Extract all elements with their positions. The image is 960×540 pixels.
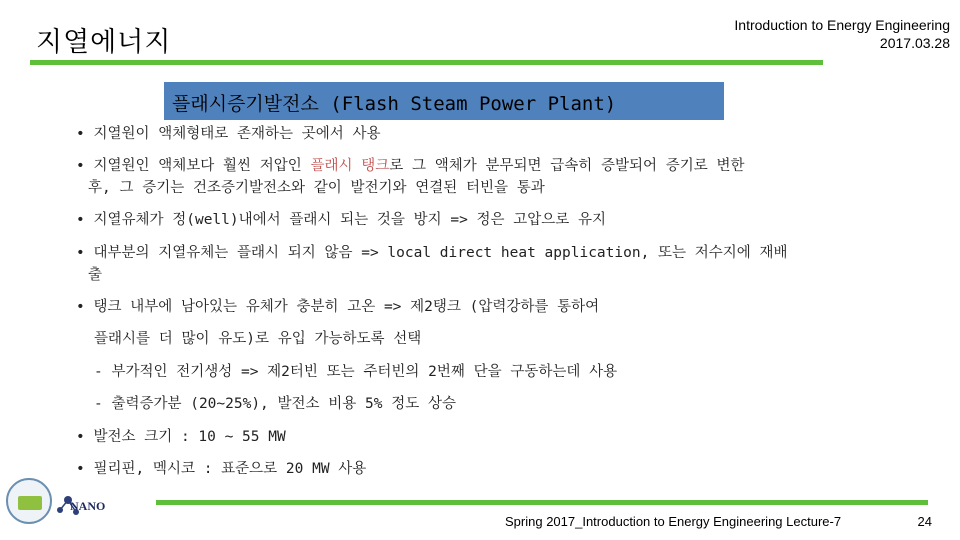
sub-bullet-2: - 출력증가분 (20~25%), 발전소 비용 5% 정도 상승 (94, 396, 456, 412)
bullet-6: • 발전소 크기 : 10 ~ 55 MW (76, 429, 286, 445)
page-number: 24 (917, 514, 932, 529)
bottom-divider (156, 500, 928, 505)
bullet-4: • 대부분의 지열유체는 플래시 되지 않음 => local direct heat application, 또는 저수지에 재배 (76, 245, 788, 261)
bullet-5: • 탱크 내부에 남아있는 유체가 충분히 고온 => 제2탱크 (압력강하를 통하여 (76, 299, 600, 315)
course-name: Introduction to Energy Engineering (734, 17, 950, 33)
bullet-2-highlight: 플래시 탱크 (310, 158, 390, 174)
footer-text: Spring 2017_Introduction to Energy Engineering Lecture-7 (505, 514, 842, 529)
sub-bullet-1: - 부가적인 전기생성 => 제2터빈 또는 주터빈의 2번째 단을 구동하는데 사용 (94, 364, 618, 380)
bullet-2-text-b: 로 그 액체가 분무되면 급속히 증발되어 증기로 변한 (389, 158, 745, 174)
nano-lab-logo (56, 488, 146, 522)
top-divider (30, 60, 823, 65)
date: 2017.03.28 (879, 35, 950, 51)
svg-text:NANO: NANO (70, 499, 106, 513)
bullet-1: • 지열원이 액체형태로 존재하는 곳에서 사용 (76, 126, 381, 142)
slide-title: 지열에너지 (36, 27, 172, 58)
bullet-2-cont: 후, 그 증기는 건조증기발전소와 같이 발전기와 연결된 터빈을 통과 (88, 180, 545, 196)
bullet-4-cont: 출 (88, 267, 103, 283)
bullet-2 (76, 156, 745, 177)
bullet-5-cont: 플래시를 더 많이 유도)로 유입 가능하도록 선택 (94, 331, 422, 347)
subtitle-banner (164, 82, 724, 120)
university-seal-logo (6, 478, 52, 524)
bullet-2-text-a: • 지열원인 액체보다 훨씬 저압인 (76, 158, 311, 174)
bullet-3: • 지열유체가 정(well)내에서 플래시 되는 것을 방지 => 정은 고압으로 유지 (76, 212, 607, 228)
bullet-7: • 필리핀, 멕시코 : 표준으로 20 MW 사용 (76, 461, 367, 477)
header-info (734, 16, 950, 52)
subtitle-text: 플래시증기발전소 (Flash Steam Power Plant) (172, 93, 617, 115)
